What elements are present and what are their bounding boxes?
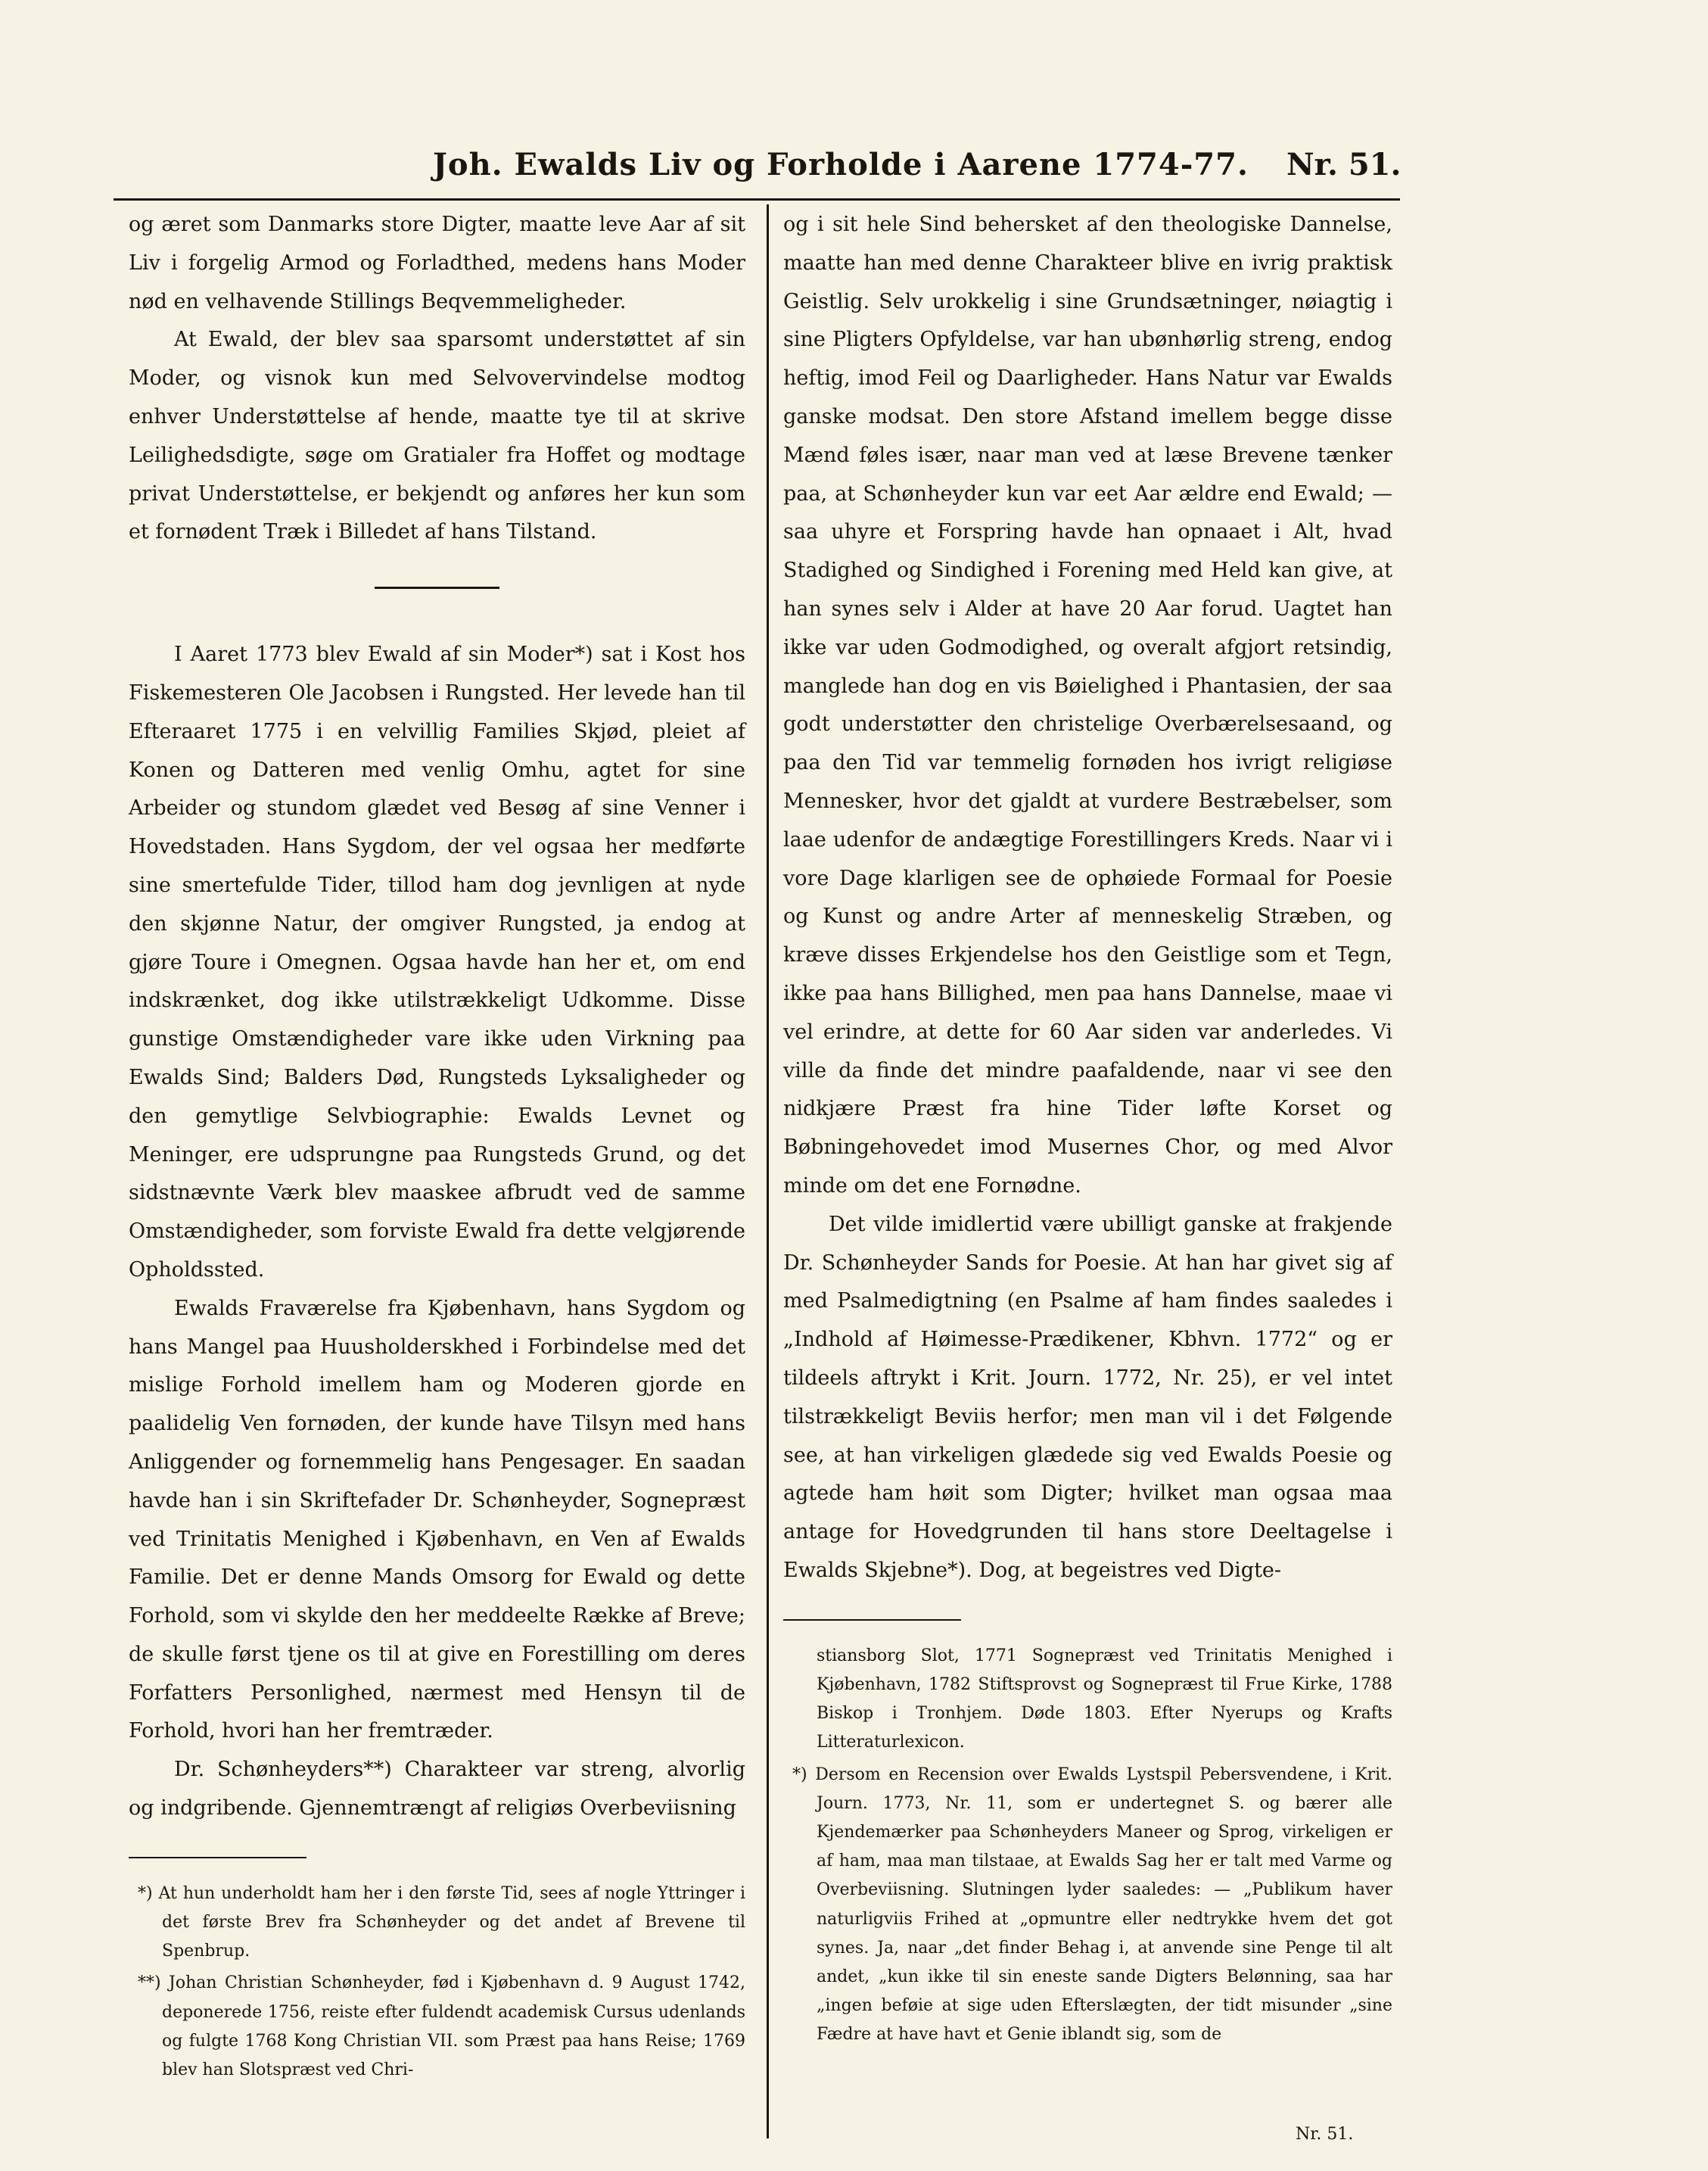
footnote-rule [783, 1619, 961, 1621]
page-header [114, 142, 1400, 195]
right-column [783, 206, 1392, 2053]
footnote: **) Johan Christian Schønheyder, fød i Kjøbenhavn d. 9 August 1742, deponerede 1756, reiste efter fuldendt academisk Cursus udenlands og fulgte 1768 Kong Christian VII. som Præst paa hans Reise; 1769 blev han Slotspræst ved Chri- [138, 1973, 745, 2080]
paragraph: At Ewald, der blev saa sparsomt understøttet af sin Moder, og visnok kun med Selvovervindelse modtog enhver Understøttelse af hende, maatte tye til at skrive Leilighedsdigte, søge om Gratialer fra Hoffet og modtage privat Understøttelse, er bekjendt og anføres her kun som et fornødent Træk i Billedet af hans Tilstand. [129, 328, 745, 544]
footnote: stiansborg Slot, 1771 Sognepræst ved Trinitatis Menighed i Kjøbenhavn, 1782 Stiftsprovst og Sognepræst til Frue Kirke, 1788 Biskop i Tronhjem. Døde 1803. Efter Nyerups og Krafts Litteraturlexicon. [817, 1646, 1392, 1752]
paragraph: Ewalds Fraværelse fra Kjøbenhavn, hans Sygdom og hans Mangel paa Huusholderskhed i Forbindelse med det mislige Forhold imellem ham og Moderen gjorde en paalidelig Ven fornøden, der kunde have Tilsyn med hans Anliggender og fornemmelig hans Pengesager. En saadan havde han i sin Skriftefader Dr. Schønheyder, Sognepræst ved Trinitatis Menighed i Kjøbenhavn, en Ven af Ewalds Familie. Det er denne Mands Omsorg for Ewald og dette Forhold, som vi skylde den her meddeelte Række af Breve; de skulle først tjene os til at give en Forestilling om deres Forfatters Personlighed, nærmest med Hensyn til de Forhold, hvori han her fremtræder. [129, 1296, 745, 1743]
header-rule [114, 198, 1400, 201]
running-title: Joh. Ewalds Liv og Forholde i Aarene 1774-77. [433, 147, 1249, 182]
issue-number: Nr. 51. [1286, 147, 1402, 182]
left-column [129, 206, 745, 2088]
footnote: *) At hun underholdt ham her i den første Tid, sees af nogle Yttringer i det første Brev fra Schønheyder og det andet af Brevene til Spenbrup. [138, 1883, 745, 1961]
page-signature: Nr. 51. [1296, 2125, 1354, 2144]
footnote: *) Dersom en Recension over Ewalds Lystspil Pebersvendene, i Krit. Journ. 1773, Nr. 11, som er undertegnet S. og bærer alle Kjendemærker paa Schønheyders Maneer og Sprog, virkeligen er af ham, maa man tilstaae, at Ewalds Sag her er talt med Varme og Overbeviisning. Slutningen lyder saaledes: — „Publikum haver naturligviis Frihed at „opmuntre eller nedtrykke hvem det got synes. Ja, naar „det finder Behag i, at anvende sine Penge til alt andet, „kun ikke til sin eneste sande Digters Belønning, saa har „ingen beføie at sige uden Efterslægten, der tidt misunder „sine Fædre at have havt et Genie iblandt sig, som de [792, 1765, 1392, 2045]
footnotes [129, 1880, 745, 2085]
paragraph: Dr. Schønheyders**) Charakteer var streng, alvorlig og indgribende. Gjennemtrængt af religiøs Overbeviisning [129, 1758, 745, 1821]
paragraph: Det vilde imidlertid være ubilligt ganske at frakjende Dr. Schønheyder Sands for Poesie. At han har givet sig af med Psalmedigtning (en Psalme af ham findes saaledes i „Indhold af Høimesse-Prædikener, Kbhvn. 1772“ og er tildeels aftrykt i Krit. Journ. 1772, Nr. 25), er vel intet tilstrækkeligt Beviis herfor; men man vil i det Følgende see, at han virkeligen glædede sig ved Ewalds Poesie og agtede ham høit som Digter; hvilket man ogsaa maa antage for Hovedgrunden til hans store Deeltagelse i Ewalds Skjebne*). Dog, at begeistres ved Digte- [783, 1212, 1392, 1582]
column-divider [767, 204, 769, 2138]
paragraph: og æret som Danmarks store Digter, maatte leve Aar af sit Liv i forgelig Armod og Forladthed, medens hans Moder nød en velhavende Stillings Beqvemmeligheder. [129, 213, 745, 313]
paragraph: I Aaret 1773 blev Ewald af sin Moder*) sat i Kost hos Fiskemesteren Ole Jacobsen i Rungsted. Her levede han til Efteraaret 1775 i en velvillig Familiеs Skjød, pleiet af Konen og Datteren med venlig Omhu, agtet for sine Arbeider og stundom glædet ved Besøg af sine Venner i Hovedstaden. Hans Sygdom, der vel ogsaa her medførte sine smertefulde Tider, tillod ham dog jevnligen at nyde den skjønne Natur, der omgiver Rungsted, ja endog at gjøre Toure i Omegnen. Ogsaa havde han her et, om end indskrænket, dog ikke utilstrækkeligt Udkomme. Disse gunstige Omstændigheder vare ikke uden Virkning paa Ewalds Sind; Balders Død, Rungsteds Lyksaligheder og den gemytlige Selvbiographie: Ewalds Levnet og Meninger, ere udsprungne paa Rungsteds Grund, og det sidstnævnte Værk blev maaskee afbrudt ved de samme Omstændigheder, som forviste Ewald fra dette velgjørende Opholdssted. [129, 643, 745, 1282]
paragraph: og i sit hele Sind behersket af den theologiske Dannelse, maatte han med denne Charakteer blive en ivrig praktisk Geistlig. Selv urokkelig i sine Grundsætninger, nøiagtig i sine Pligters Opfyldelse, var han ubønhørlig streng, endog heftig, imod Feil og Daarligheder. Hans Natur var Ewalds ganske modsat. Den store Afstand imellem begge disse Mænd føles især, naar man ved at læse Brevene tænker paa, at Schønheyder kun var eet Aar ældre end Ewald; — saa uhyre et Forspring havde han opnaaet i Alt, hvad Stadighed og Sindighed i Forening med Held kan give, at han synes selv i Alder at have 20 Aar forud. Uagtet han ikke var uden Godmodighed, og overalt afgjort retsindig, manglede han dog en vis Bøielighed i Phantasien, der saa godt understøtter den christelige Overbærelsesaand, og paa den Tid var temmelig fornøden hos ivrigt religiøse Mennesker, hvor det gjaldt at vurdere Bestræbelser, som laae udenfor de andægtige Forestillingers Kreds. Naar vi i vore Dage klarligen see de ophøiede Formaal for Poesie og Kunst og andre Arter af menneskelig Stræben, og kræve disses Erkjendelse hos den Geistlige som et Tegn, ikke paa hans Billighed, men paa hans Dannelse, maae vi vel erindre, at dette for 60 Aar siden var anderledes. Vi ville da finde det mindre paafaldende, naar vi see den nidkjære Præst fra hine Tider løfte Korset og Bøbningehovedet imod Musernes Chor, og med Alvor minde om det ene Fornødne. [783, 213, 1392, 1198]
footnote-rule [129, 1857, 306, 1858]
footnotes [783, 1642, 1392, 2050]
section-divider [375, 587, 499, 589]
